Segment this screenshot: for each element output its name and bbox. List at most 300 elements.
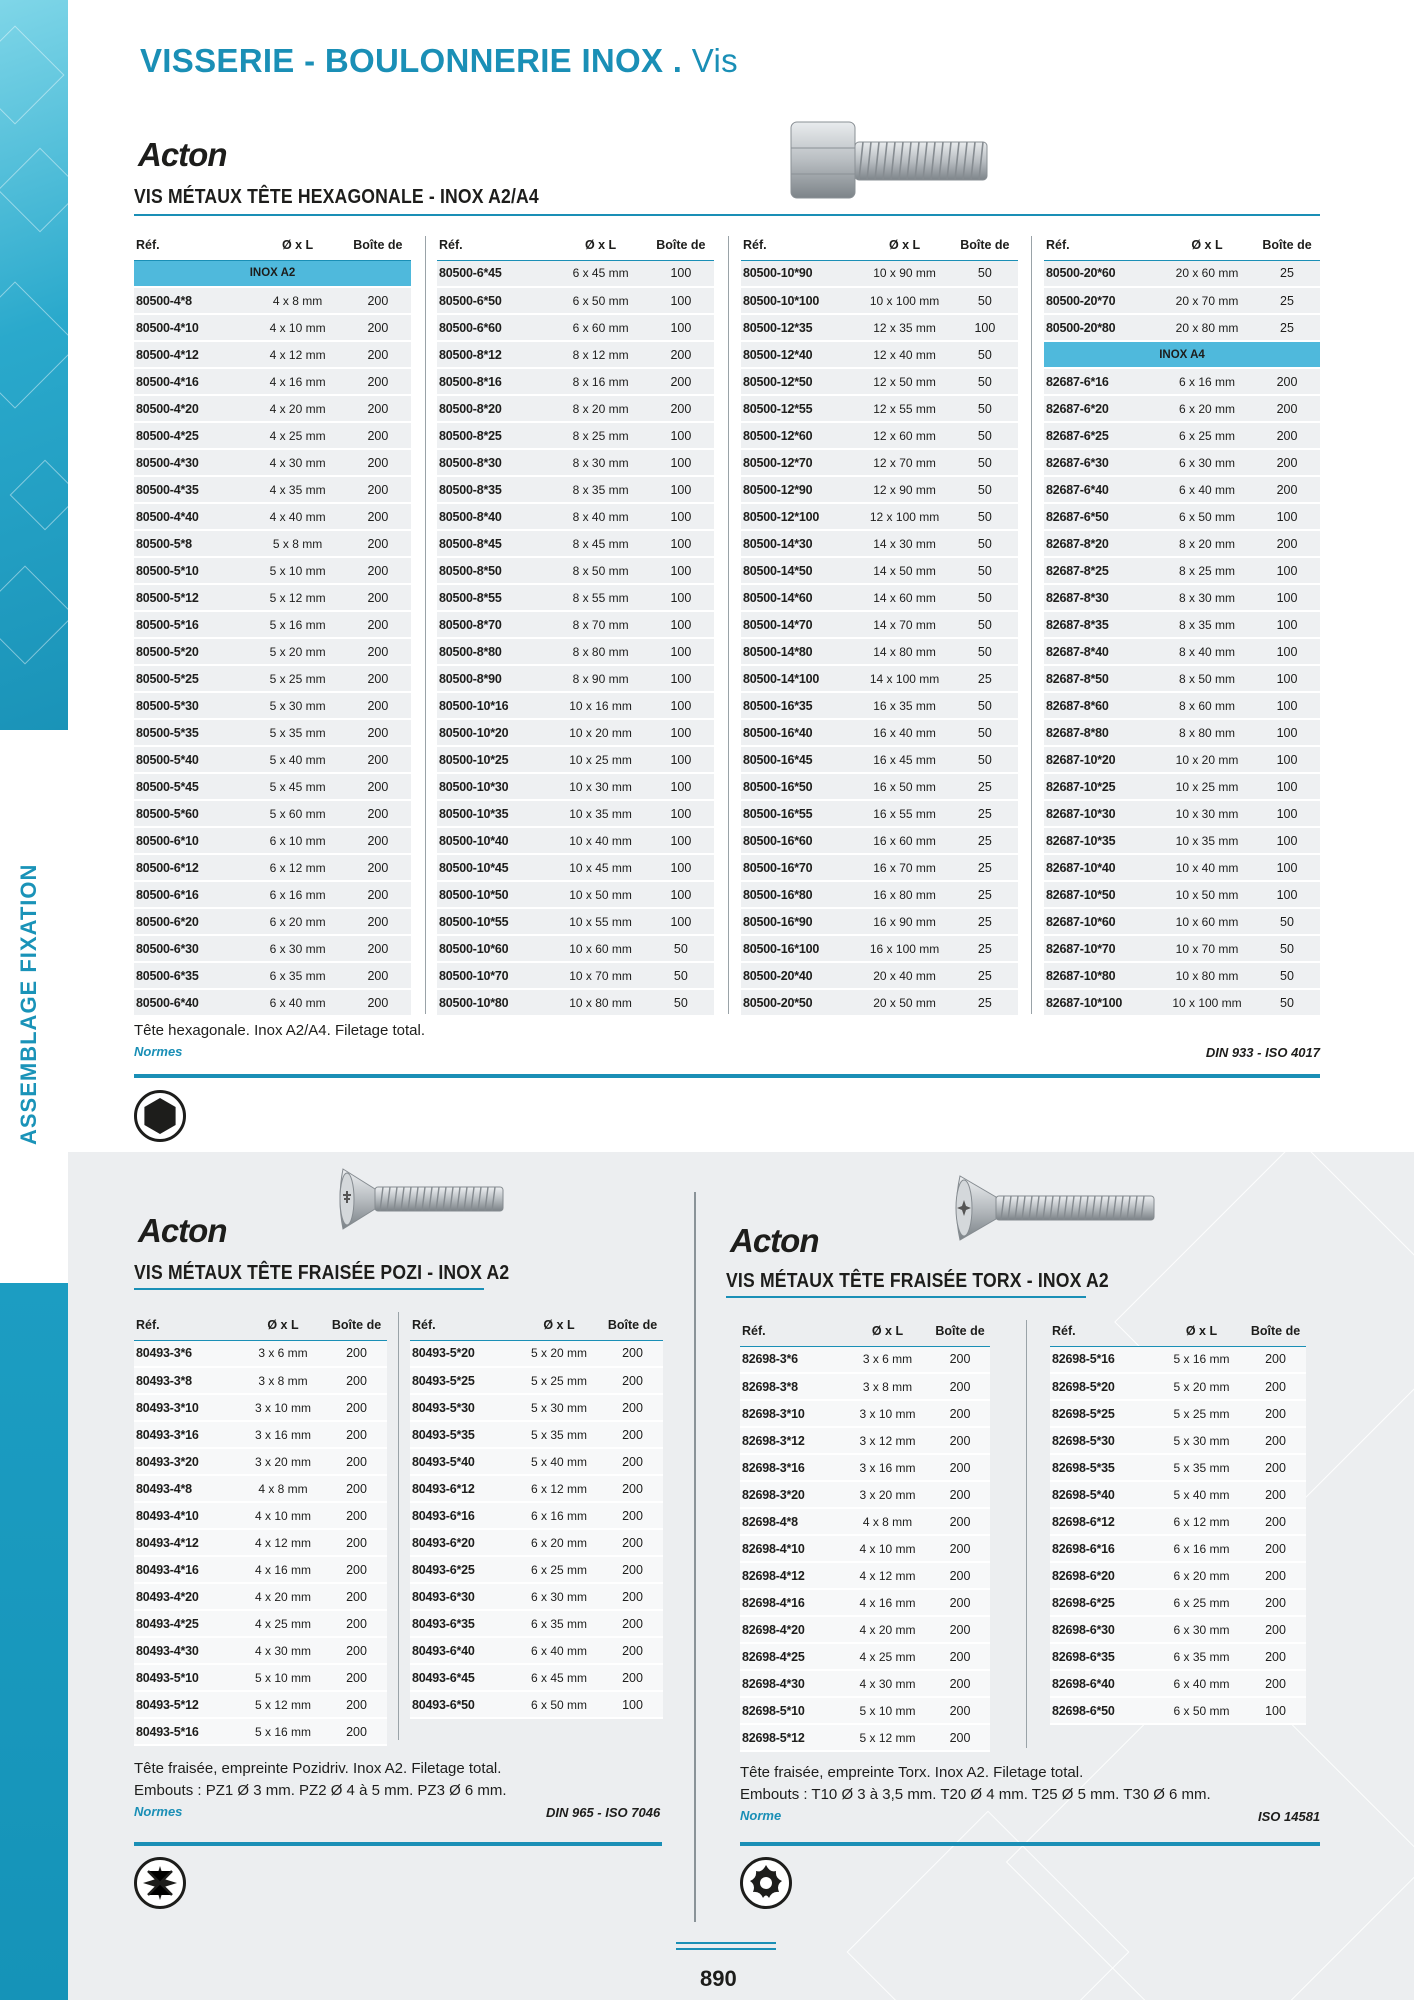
box-qty-cell: 25 [1254,314,1320,341]
reference-cell: 80500-10*20 [437,719,553,746]
table-row [741,989,1018,1016]
dimension-cell: 5 x 30 mm [1158,1427,1245,1454]
table-row [1050,1643,1306,1670]
box-qty-cell: 50 [952,638,1018,665]
column-header-box: Boîte de [952,230,1018,260]
table-row [741,530,1018,557]
table-row [134,1502,387,1529]
box-qty-cell: 200 [345,719,411,746]
table-row [437,314,714,341]
reference-cell: 80500-4*40 [134,503,250,530]
reference-cell: 82698-5*16 [1050,1346,1158,1373]
box-qty-cell: 200 [345,935,411,962]
bits-info: Embouts : PZ1 Ø 3 mm. PZ2 Ø 4 à 5 mm. PZ3 Ø 6 mm. [134,1782,507,1799]
box-qty-cell: 25 [1254,287,1320,314]
dimension-cell: 8 x 25 mm [553,422,647,449]
table-row [1050,1373,1306,1400]
box-qty-cell: 200 [930,1400,990,1427]
dimension-cell: 3 x 12 mm [845,1427,930,1454]
box-qty-cell: 100 [648,881,714,908]
dimension-cell: 4 x 10 mm [845,1535,930,1562]
dimension-cell: 14 x 100 mm [857,665,951,692]
box-qty-cell: 200 [345,611,411,638]
column-header-ref: Réf. [1044,230,1160,260]
table-row [1044,773,1320,800]
dimension-cell: 8 x 35 mm [1160,611,1254,638]
dimension-cell: 10 x 20 mm [1160,746,1254,773]
box-qty-cell: 50 [952,503,1018,530]
reference-cell: 80500-16*40 [741,719,857,746]
table-row [1044,854,1320,881]
table-header [410,1310,663,1340]
box-qty-cell: 200 [345,692,411,719]
reference-cell: 82687-8*50 [1044,665,1160,692]
reference-cell: 80493-4*10 [134,1502,240,1529]
table-row [741,422,1018,449]
reference-cell: 80500-5*12 [134,584,250,611]
box-qty-cell: 50 [952,746,1018,773]
reference-cell: 80493-5*16 [134,1718,240,1745]
reference-cell: 82698-6*35 [1050,1643,1158,1670]
table-row [437,908,714,935]
reference-cell: 82687-6*16 [1044,368,1160,395]
box-qty-cell: 100 [648,476,714,503]
page-number-rule [676,1942,776,1944]
reference-cell: 80500-16*100 [741,935,857,962]
table-row [1044,422,1320,449]
reference-cell: 80500-20*80 [1044,314,1160,341]
section-rule [134,1288,484,1290]
column-header-box: Boîte de [326,1310,387,1340]
box-qty-cell: 200 [345,800,411,827]
table-row [134,449,411,476]
reference-cell: 82698-4*12 [740,1562,845,1589]
dimension-cell: 5 x 12 mm [845,1724,930,1751]
reference-cell: 82687-8*80 [1044,719,1160,746]
box-qty-cell: 200 [326,1394,387,1421]
box-qty-cell: 200 [345,503,411,530]
table-row [1050,1427,1306,1454]
box-qty-cell: 50 [952,692,1018,719]
table-row [740,1697,990,1724]
reference-cell: 82698-4*20 [740,1616,845,1643]
box-qty-cell: 200 [930,1670,990,1697]
box-qty-cell: 50 [952,449,1018,476]
reference-cell: 80500-14*80 [741,638,857,665]
box-qty-cell: 100 [648,773,714,800]
reference-cell: 82698-6*25 [1050,1589,1158,1616]
box-qty-cell: 200 [602,1394,663,1421]
dimension-cell: 10 x 40 mm [553,827,647,854]
box-qty-cell: 200 [326,1637,387,1664]
reference-cell: 80493-5*10 [134,1664,240,1691]
box-qty-cell: 200 [1245,1589,1306,1616]
dimension-cell: 10 x 80 mm [1160,962,1254,989]
dimension-cell: 8 x 12 mm [553,341,647,368]
table-row [741,665,1018,692]
dimension-cell: 6 x 50 mm [1158,1697,1245,1724]
dimension-cell: 8 x 80 mm [1160,719,1254,746]
box-qty-cell: 100 [1254,881,1320,908]
reference-cell: 80500-8*50 [437,557,553,584]
box-qty-cell: 100 [1254,584,1320,611]
reference-cell: 82698-6*40 [1050,1670,1158,1697]
box-qty-cell: 200 [345,422,411,449]
table-row [410,1502,663,1529]
table-row [410,1664,663,1691]
table-row [437,476,714,503]
reference-cell: 80500-5*20 [134,638,250,665]
table-row [437,665,714,692]
table-row [437,746,714,773]
table-row [437,341,714,368]
table-row [741,449,1018,476]
dimension-cell: 6 x 40 mm [1158,1670,1245,1697]
dimension-cell: 3 x 10 mm [240,1394,326,1421]
reference-cell: 80493-6*45 [410,1664,516,1691]
box-qty-cell: 200 [930,1724,990,1751]
box-qty-cell: 50 [952,341,1018,368]
box-qty-cell: 200 [930,1562,990,1589]
box-qty-cell: 25 [952,800,1018,827]
table-row [437,611,714,638]
box-qty-cell: 25 [952,881,1018,908]
box-qty-cell: 50 [952,287,1018,314]
dimension-cell: 3 x 16 mm [240,1421,326,1448]
dimension-cell: 14 x 60 mm [857,584,951,611]
dimension-cell: 10 x 30 mm [553,773,647,800]
dimension-cell: 6 x 30 mm [1160,449,1254,476]
column-divider [1026,1320,1027,1748]
table-row [741,908,1018,935]
table-row [741,611,1018,638]
dimension-cell: 8 x 45 mm [553,530,647,557]
table-row [134,773,411,800]
reference-cell: 80500-10*40 [437,827,553,854]
table-row [1050,1535,1306,1562]
box-qty-cell: 100 [1254,773,1320,800]
box-qty-cell: 25 [952,854,1018,881]
box-qty-cell: 50 [952,530,1018,557]
table-row [1050,1562,1306,1589]
page-number-rule [676,1948,776,1950]
product-table-hex-col1 [134,230,411,1017]
box-qty-cell: 200 [602,1367,663,1394]
table-row [134,746,411,773]
box-qty-cell: 100 [648,449,714,476]
box-qty-cell: 200 [345,530,411,557]
product-table-torx-col2 [1050,1316,1306,1725]
box-qty-cell: 50 [952,557,1018,584]
reference-cell: 80500-14*30 [741,530,857,557]
material-label: INOX A2 [134,260,411,287]
table-row [1050,1400,1306,1427]
reference-cell: 80500-4*8 [134,287,250,314]
box-qty-cell: 200 [930,1346,990,1373]
box-qty-cell: 100 [648,503,714,530]
table-row [740,1400,990,1427]
dimension-cell: 12 x 55 mm [857,395,951,422]
reference-cell: 80500-12*50 [741,368,857,395]
table-row [134,395,411,422]
table-row [134,1340,387,1367]
reference-cell: 80500-6*35 [134,962,250,989]
table-row [134,611,411,638]
box-qty-cell: 100 [648,692,714,719]
dimension-cell: 4 x 30 mm [845,1670,930,1697]
table-row [740,1346,990,1373]
box-qty-cell: 200 [1245,1454,1306,1481]
section-rule [726,1296,1086,1298]
material-subheader [134,260,411,287]
section-end-rule [134,1074,1320,1078]
table-row [134,341,411,368]
box-qty-cell: 200 [345,746,411,773]
box-qty-cell: 200 [602,1448,663,1475]
box-qty-cell: 200 [326,1691,387,1718]
reference-cell: 82698-5*40 [1050,1481,1158,1508]
dimension-cell: 4 x 20 mm [250,395,344,422]
reference-cell: 80500-10*50 [437,881,553,908]
table-row [410,1556,663,1583]
reference-cell: 80500-4*16 [134,368,250,395]
box-qty-cell: 100 [648,854,714,881]
reference-cell: 82698-5*25 [1050,1400,1158,1427]
box-qty-cell: 100 [1245,1697,1306,1724]
box-qty-cell: 200 [326,1610,387,1637]
reference-cell: 80493-6*16 [410,1502,516,1529]
table-row [437,503,714,530]
table-row [741,935,1018,962]
table-row [410,1421,663,1448]
table-row [741,827,1018,854]
product-description: Tête fraisée, empreinte Torx. Inox A2. Filetage total. [740,1764,1084,1781]
table-row [134,881,411,908]
table-row [410,1610,663,1637]
box-qty-cell: 200 [1245,1643,1306,1670]
reference-cell: 82687-6*30 [1044,449,1160,476]
reference-cell: 80500-8*35 [437,476,553,503]
dimension-cell: 3 x 8 mm [845,1373,930,1400]
brand-logo: Acton [730,1222,819,1259]
reference-cell: 82698-5*10 [740,1697,845,1724]
reference-cell: 82687-8*30 [1044,584,1160,611]
table-row [134,1637,387,1664]
reference-cell: 80500-5*60 [134,800,250,827]
table-row [1044,908,1320,935]
reference-cell: 80500-20*60 [1044,260,1160,287]
box-qty-cell: 100 [648,611,714,638]
dimension-cell: 12 x 100 mm [857,503,951,530]
reference-cell: 80493-5*35 [410,1421,516,1448]
reference-cell: 80500-16*80 [741,881,857,908]
table-row [1044,638,1320,665]
dimension-cell: 6 x 45 mm [516,1664,602,1691]
reference-cell: 80500-10*60 [437,935,553,962]
box-qty-cell: 200 [345,341,411,368]
reference-cell: 80500-6*50 [437,287,553,314]
dimension-cell: 8 x 30 mm [553,449,647,476]
dimension-cell: 6 x 50 mm [516,1691,602,1718]
dimension-cell: 10 x 100 mm [1160,989,1254,1016]
box-qty-cell: 200 [345,287,411,314]
box-qty-cell: 25 [952,989,1018,1016]
reference-cell: 80500-14*60 [741,584,857,611]
table-row [134,692,411,719]
table-row [740,1643,990,1670]
reference-cell: 80500-10*80 [437,989,553,1016]
dimension-cell: 6 x 16 mm [516,1502,602,1529]
reference-cell: 82687-8*60 [1044,692,1160,719]
box-qty-cell: 200 [1254,395,1320,422]
box-qty-cell: 50 [648,962,714,989]
table-row [134,638,411,665]
box-qty-cell: 200 [345,368,411,395]
table-row [437,422,714,449]
column-header-box: Boîte de [648,230,714,260]
dimension-cell: 6 x 20 mm [250,908,344,935]
column-divider [425,236,426,1014]
dimension-cell: 10 x 45 mm [553,854,647,881]
column-header-ref: Réf. [437,230,553,260]
reference-cell: 80500-12*40 [741,341,857,368]
reference-cell: 80500-5*16 [134,611,250,638]
table-row [134,1610,387,1637]
table-row [134,287,411,314]
dimension-cell: 5 x 12 mm [250,584,344,611]
dimension-cell: 6 x 45 mm [553,260,647,287]
box-qty-cell: 100 [648,719,714,746]
box-qty-cell: 200 [345,638,411,665]
table-row [134,665,411,692]
dimension-cell: 5 x 16 mm [1158,1346,1245,1373]
box-qty-cell: 100 [1254,719,1320,746]
column-header-ref: Réf. [134,1310,240,1340]
dimension-cell: 6 x 25 mm [1158,1589,1245,1616]
box-qty-cell: 200 [930,1427,990,1454]
dimension-cell: 4 x 25 mm [250,422,344,449]
box-qty-cell: 200 [326,1556,387,1583]
table-row [1050,1454,1306,1481]
dimension-cell: 4 x 20 mm [845,1616,930,1643]
dimension-cell: 5 x 20 mm [516,1340,602,1367]
reference-cell: 80500-10*30 [437,773,553,800]
reference-cell: 80493-5*20 [410,1340,516,1367]
dimension-cell: 6 x 40 mm [516,1637,602,1664]
box-qty-cell: 25 [952,935,1018,962]
reference-cell: 82687-10*70 [1044,935,1160,962]
table-row [741,962,1018,989]
dimension-cell: 8 x 50 mm [1160,665,1254,692]
table-row [1044,665,1320,692]
reference-cell: 80493-6*50 [410,1691,516,1718]
dimension-cell: 5 x 25 mm [250,665,344,692]
box-qty-cell: 200 [345,989,411,1016]
reference-cell: 80500-16*50 [741,773,857,800]
reference-cell: 80500-12*35 [741,314,857,341]
dimension-cell: 6 x 16 mm [1158,1535,1245,1562]
dimension-cell: 4 x 16 mm [250,368,344,395]
table-row [410,1691,663,1718]
box-qty-cell: 50 [952,584,1018,611]
dimension-cell: 8 x 40 mm [1160,638,1254,665]
dimension-cell: 8 x 80 mm [553,638,647,665]
dimension-cell: 6 x 50 mm [1160,503,1254,530]
reference-cell: 80500-4*25 [134,422,250,449]
box-qty-cell: 100 [648,638,714,665]
box-qty-cell: 100 [648,260,714,287]
dimension-cell: 20 x 40 mm [857,962,951,989]
reference-cell: 82687-10*20 [1044,746,1160,773]
column-header-box: Boîte de [930,1316,990,1346]
dimension-cell: 8 x 16 mm [553,368,647,395]
table-row [1044,449,1320,476]
reference-cell: 80493-6*12 [410,1475,516,1502]
dimension-cell: 5 x 40 mm [1158,1481,1245,1508]
reference-cell: 80500-16*35 [741,692,857,719]
box-qty-cell: 200 [345,584,411,611]
reference-cell: 80493-5*30 [410,1394,516,1421]
column-header-box: Boîte de [602,1310,663,1340]
dimension-cell: 4 x 12 mm [845,1562,930,1589]
table-row [1050,1346,1306,1373]
box-qty-cell: 200 [326,1529,387,1556]
reference-cell: 80500-16*70 [741,854,857,881]
table-row [134,935,411,962]
box-qty-cell: 50 [952,611,1018,638]
dimension-cell: 6 x 35 mm [250,962,344,989]
box-qty-cell: 200 [345,854,411,881]
box-qty-cell: 50 [648,935,714,962]
table-row [740,1535,990,1562]
column-divider [398,1312,399,1740]
reference-cell: 82687-10*25 [1044,773,1160,800]
box-qty-cell: 200 [930,1508,990,1535]
countersunk-pozi-screw-image [335,1165,510,1233]
table-row [437,368,714,395]
table-row [741,692,1018,719]
table-row [741,314,1018,341]
dimension-cell: 4 x 30 mm [240,1637,326,1664]
table-row [1044,260,1320,287]
reference-cell: 80493-5*12 [134,1691,240,1718]
dimension-cell: 10 x 25 mm [553,746,647,773]
table-row [741,341,1018,368]
reference-cell: 80493-4*12 [134,1529,240,1556]
box-qty-cell: 100 [952,314,1018,341]
reference-cell: 80493-5*40 [410,1448,516,1475]
column-header-ref: Réf. [410,1310,516,1340]
table-header [741,230,1018,260]
table-row [134,1718,387,1745]
reference-cell: 82698-3*6 [740,1346,845,1373]
reference-cell: 82698-5*35 [1050,1454,1158,1481]
box-qty-cell: 200 [1245,1508,1306,1535]
box-qty-cell: 200 [602,1502,663,1529]
table-row [740,1670,990,1697]
box-qty-cell: 200 [345,665,411,692]
reference-cell: 82687-10*40 [1044,854,1160,881]
table-row [740,1616,990,1643]
table-row [437,719,714,746]
pozidriv-drive-icon [134,1857,186,1909]
dimension-cell: 8 x 55 mm [553,584,647,611]
box-qty-cell: 200 [930,1589,990,1616]
reference-cell: 80500-6*20 [134,908,250,935]
side-decor-band [0,0,68,730]
product-table-pozi-col1 [134,1310,387,1746]
dimension-cell: 5 x 40 mm [250,746,344,773]
